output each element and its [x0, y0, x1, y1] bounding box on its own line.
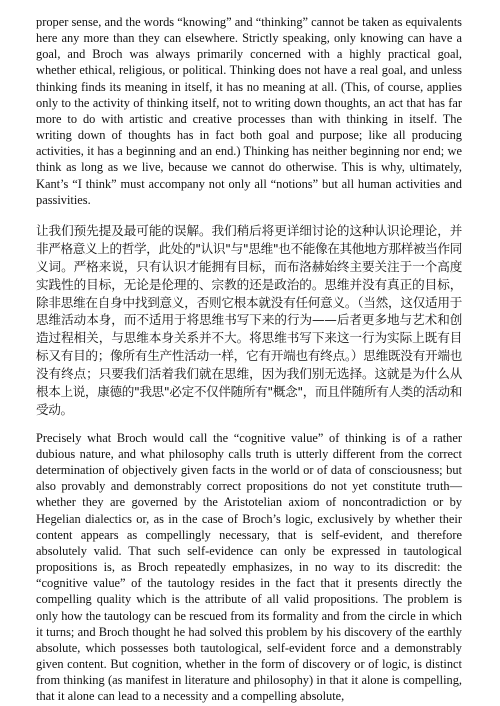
paragraph-chinese-translation: 让我们预先提及最可能的误解。我们稍后将更详细讨论的这种认识论理论，并非严格意义上的哲学，此处的"认识"与"思维"也不能像在其他地方那样被当作同义词。严格来说，只有认识才能拥有目标，而布洛赫始终主要关注于一个高度实践性的目标，无论是伦理的、宗教的还是政治的。思维并没有真正的目标，除非思维在自身中找到意义，否则它根本就没有任何意义。（当然，这仅适用于思维活动本身，而不适用于将思维书写下来的行为——后者更多地与艺术和创造过程相关，与思维本身关系并不大。将思维书写下来这一行为实际上既有目标又有目的；像所有生产性活动一样，它有开端也有终点。）思维既没有开端也没有终点；只要我们活着我们就在思维，因为我们别无选择。这就是为什么从根本上说，康德的"我思"必定不仅伴随所有"概念"，而且伴随所有人类的活动和受动。	[36, 222, 462, 417]
paragraph-english-1: proper sense, and the words “knowing” and “thinking” cannot be taken as equivalents here any more than they can elsewhere. Strictly speaking, only knowing can have a goal, and Broch was always primarily concerned with a highly practical goal, whether ethical, religious, or political. Thinking does not have a real goal, and unless thinking finds its meaning in itself, it has no meaning at all. (This, of course, applies only to the activity of thinking itself, not to writing down thoughts, an act that has far more to do with artistic and creative processes than with thinking in itself. The writing down of thoughts has in fact both goal and purpose; like all producing activities, it has a beginning and an end.) Thinking has neither beginning nor end; we think as long as we live, because we cannot do otherwise. This is why, ultimately, Kant’s “I think” must accompany not only all “notions” but all human activities and passivities.	[36, 15, 462, 207]
paragraph-english-2: Precisely what Broch would call the “cognitive value” of thinking is of a rather dubious nature, and what philosophy calls truth is utterly different from the correct determination of objectively given facts in the world or of data of consciousness; but also provably and demonstrably correct propositions do not yet constitute truth—whether they are governed by the Aristotelian axiom of noncontradiction or by Hegelian dialectics or, as in the case of Broch’s logic, exclusively by whether their content appears as compellingly necessary, that is self-evident, and therefore absolutely valid. That such self-evidence can only be expressed in tautological propositions is, as Broch repeatedly emphasizes, in no way to its discredit: the “cognitive value” of the tautology resides in the fact that it presents directly the compelling quality which is the attribute of all valid propositions. The problem is only how the tautology can be rescued from its formality and from the circle in which it turns; and Broch thought he had solved this problem by his discovery of the earthly absolute, which possesses both tautological, self-evident force and a demonstrably given content. But cognition, whether in the form of discovery or of logic, is distinct from thinking (as manifest in literature and philosophy) in that it alone is compelling, that it alone can lead to a necessity and a compelling absolute,	[36, 430, 462, 704]
